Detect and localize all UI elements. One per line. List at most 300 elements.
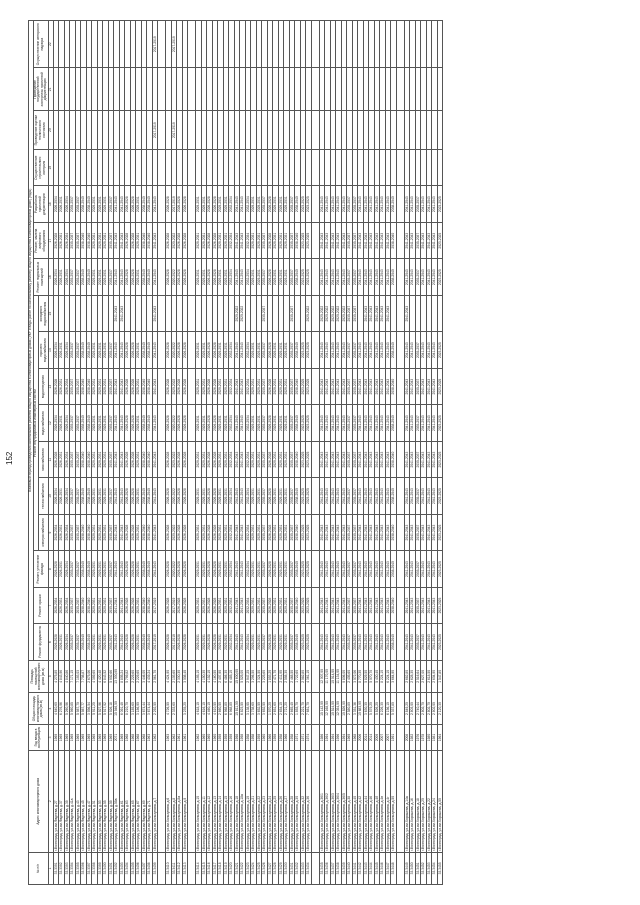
table-cell: [158, 186, 166, 222]
table-cell: 2041-2043: [341, 624, 347, 660]
table-cell: 2020-2022: [319, 295, 325, 331]
table-cell: г.Волгоград, ул.им.Хользунова, д.4в: [380, 750, 386, 852]
table-cell: 2029-2031: [223, 186, 229, 222]
table-cell: 2038-2040: [295, 441, 301, 477]
table-cell: 2023-2025: [306, 259, 312, 295]
table-cell: г.Волгоград, ул.им.Хользунова, д.22: [256, 750, 262, 852]
table-cell: г.Волгоград, ул.им.Хользунова, д.50: [391, 750, 397, 852]
table-cell: 2029-2031: [97, 186, 103, 222]
table-cell: 3 072,06: [352, 660, 358, 692]
table-cell: 2029-2031: [218, 478, 224, 514]
table-cell: 2026-2028: [207, 368, 213, 404]
table-cell: [311, 587, 319, 623]
table-cell: 2023-2025: [437, 624, 443, 660]
table-cell: 2038-2040: [147, 186, 153, 222]
table-cell: г.Волгоград, ул.им.Фадеева, д.59: [108, 750, 114, 852]
table-cell: 2029-2031: [223, 587, 229, 623]
table-cell: г.Волгоград, ул.им.Хорошева, д.14а: [404, 750, 410, 852]
table-cell: 2035-2037: [289, 405, 295, 441]
table-cell: 2041-2043: [319, 186, 325, 222]
table-cell: 2017-2019: [171, 186, 177, 222]
table-cell: 2035-2037: [347, 587, 353, 623]
column-number: 1: [48, 852, 53, 884]
table-cell: 2041-2043: [341, 405, 347, 441]
table-cell: 2041-2043: [358, 332, 364, 368]
table-cell: 2029-2031: [284, 514, 290, 550]
table-cell: г.Волгоград, ул.им.Хорошева, д.22: [426, 750, 432, 852]
table-cell: 2029-2031: [136, 441, 142, 477]
table-cell: [188, 852, 196, 884]
table-cell: 2026-2028: [182, 441, 188, 477]
table-cell: 2041-2043: [325, 368, 331, 404]
table-cell: 2041-2043: [325, 441, 331, 477]
table-cell: 2026-2028: [212, 587, 218, 623]
table-cell: 2007: [380, 725, 386, 751]
table-cell: 2023-2025: [300, 514, 306, 550]
table-cell: 1998: [240, 725, 246, 751]
table-cell: 2026-2028: [267, 551, 273, 587]
table-cell: 2041-2043: [152, 222, 158, 258]
table-cell: 2041-2043: [432, 368, 438, 404]
table-cell: 1978: [421, 725, 427, 751]
table-cell: [188, 551, 196, 587]
table-cell: 2029-2031: [196, 624, 202, 660]
table-cell: 2029-2031: [136, 624, 142, 660]
table-cell: 2041-2043: [385, 405, 391, 441]
table-cell: 2029-2031: [223, 441, 229, 477]
table-cell: [311, 259, 319, 295]
table-cell: г.Волгоград, ул.им.Фадеева, д.63: [125, 750, 131, 852]
table-cell: 2026-2031: [59, 587, 65, 623]
table-cell: [158, 21, 166, 68]
table-cell: 2041-2043: [336, 368, 342, 404]
table-cell: 2026-2028: [182, 514, 188, 550]
table-cell: г.Волгоград, ул.им.Хользунова, д.26: [278, 750, 284, 852]
table-cell: 2035-2037: [108, 332, 114, 368]
table-cell: 3 652,50: [262, 692, 268, 724]
table-cell: 33.3398: [92, 852, 98, 884]
table-cell: 2020-2022: [171, 222, 177, 258]
table-cell: [311, 750, 319, 852]
table-cell: 2041-2043: [426, 186, 432, 222]
table-cell: 2032-2034: [245, 186, 251, 222]
table-cell: 2029-2031: [256, 551, 262, 587]
table-cell: 2026-2028: [207, 332, 213, 368]
table-cell: 33.3408: [147, 852, 153, 884]
column-header: электроснабжения: [39, 514, 49, 550]
table-cell: г.Волгоград, ул.им.Хользунова, д.28: [289, 750, 295, 852]
table-cell: 2038-2040: [86, 186, 92, 222]
table-cell: [396, 692, 404, 724]
table-cell: [396, 111, 404, 150]
table-cell: 2029-2031: [278, 186, 284, 222]
table-cell: 2041-2043: [319, 624, 325, 660]
table-cell: 2 229,60: [136, 660, 142, 692]
table-cell: [158, 68, 166, 111]
table-cell: 2038-2040: [391, 478, 397, 514]
table-cell: 2038-2040: [141, 259, 147, 295]
table-cell: 33.3440: [347, 852, 353, 884]
table-cell: 2041-2043: [341, 222, 347, 258]
table-cell: 2023-2025: [306, 332, 312, 368]
table-cell: 2041-2043: [234, 441, 240, 477]
table-cell: 2029-2031: [103, 551, 109, 587]
table-cell: 2041-2043: [410, 441, 416, 477]
table-cell: 2029-2031: [92, 405, 98, 441]
table-cell: 2035-2037: [70, 551, 76, 587]
table-cell: г.Волгоград, ул.им.Хользунова, д.40: [352, 750, 358, 852]
table-cell: 2038-2040: [295, 587, 301, 623]
table-cell: 2041-2043: [385, 514, 391, 550]
table-cell: 2 802,70: [421, 692, 427, 724]
table-cell: 2041-2043: [426, 259, 432, 295]
table-cell: 2029-2031: [223, 368, 229, 404]
table-cell: 2023-2025: [300, 587, 306, 623]
table-cell: 2032-2034: [245, 332, 251, 368]
page-number: 152: [5, 451, 14, 465]
table-cell: 2041-2043: [421, 405, 427, 441]
column-header: Ремонт, замена лифтового оборудования: [33, 222, 48, 258]
table-cell: [437, 21, 443, 68]
table-cell: 2041-2043: [152, 514, 158, 550]
column-number: 22: [48, 21, 53, 68]
table-cell: [396, 587, 404, 623]
table-cell: 2041-2043: [319, 222, 325, 258]
table-cell: 1961: [177, 725, 183, 751]
table-cell: 2041-2043: [363, 405, 369, 441]
table-cell: 2023-2025: [300, 186, 306, 222]
table-cell: 2026-2028: [182, 478, 188, 514]
table-cell: 2026-2028: [267, 441, 273, 477]
table-cell: 2041-2043: [426, 332, 432, 368]
table-cell: 2026-2028: [212, 624, 218, 660]
table-cell: 2 598,30: [284, 660, 290, 692]
table-cell: [158, 222, 166, 258]
table-cell: г.Волгоград, ул.им.Хользунова, д.36: [306, 750, 312, 852]
table-cell: 2035-2037: [75, 587, 81, 623]
table-cell: 2032-2034: [245, 368, 251, 404]
table-cell: [188, 624, 196, 660]
table-cell: 1969: [81, 725, 87, 751]
table-cell: [311, 852, 319, 884]
table-cell: 33.3454: [432, 852, 438, 884]
table-cell: 2035-2037: [108, 514, 114, 550]
table-cell: 2023-2025: [300, 368, 306, 404]
table-cell: 2041-2043: [119, 368, 125, 404]
table-cell: 2041-2043: [363, 186, 369, 222]
table-cell: г.Волгоград, ул.им.Хользунова, д.4г: [385, 750, 391, 852]
table-cell: 2035-2037: [70, 368, 76, 404]
table-cell: 2041-2043: [410, 405, 416, 441]
table-cell: 2026-2034: [53, 478, 59, 514]
table-cell: 2041-2043: [421, 332, 427, 368]
table-cell: 1958: [251, 725, 257, 751]
table-cell: 2041-2043: [234, 587, 240, 623]
table-cell: 2026-2028: [212, 259, 218, 295]
table-cell: 2029-2031: [256, 478, 262, 514]
table-cell: 2032-2034: [229, 587, 235, 623]
table-cell: 2023-2025: [437, 514, 443, 550]
table-cell: 2035-2037: [289, 441, 295, 477]
table-cell: г.Волгоград, ул.им.Хорошева, д.24: [432, 750, 438, 852]
table-cell: 2029-2031: [92, 222, 98, 258]
table-cell: 15 142,00: [319, 692, 325, 724]
table-cell: 2032-2034: [245, 405, 251, 441]
table-cell: 2026-2028: [267, 222, 273, 258]
table-cell: 2026-2028: [267, 624, 273, 660]
table-cell: 2041-2043: [421, 441, 427, 477]
table-cell: 2026-2034: [64, 514, 70, 550]
table-cell: 1994: [341, 725, 347, 751]
table-cell: 33.3405: [130, 852, 136, 884]
table-cell: 7 171,15: [70, 660, 76, 692]
table-cell: 2041-2043: [404, 551, 410, 587]
table-cell: г.Волгоград, ул.им.Фадеева, д.67: [136, 750, 142, 852]
table-cell: [188, 111, 196, 150]
table-cell: 2041-2043: [426, 478, 432, 514]
table-cell: 2041-2043: [152, 551, 158, 587]
table-cell: 33.3403: [119, 852, 125, 884]
table-cell: 2029-2031: [251, 587, 257, 623]
table-cell: 2026-2028: [267, 405, 273, 441]
table-cell: 2029-2031: [278, 587, 284, 623]
table-cell: 2041-2043: [426, 405, 432, 441]
table-cell: 2038-2040: [295, 478, 301, 514]
table-cell: 2035-2037: [347, 368, 353, 404]
table-cell: 2041-2043: [336, 186, 342, 222]
table-cell: 2026-2031: [59, 222, 65, 258]
column-header: Осуществление строительного контроля: [33, 149, 48, 185]
table-row: [437, 21, 443, 885]
table-cell: 2041-2043: [330, 332, 336, 368]
table-cell: 2029-2031: [273, 222, 279, 258]
table-cell: 2035-2037: [75, 441, 81, 477]
table-cell: 2023-2025: [300, 551, 306, 587]
table-cell: 2041-2043: [380, 332, 386, 368]
table-cell: 2041-2043: [240, 441, 246, 477]
table-cell: 2041-2043: [114, 295, 120, 331]
table-cell: 2029-2031: [256, 441, 262, 477]
table-cell: 33.3427: [267, 852, 273, 884]
table-cell: [188, 725, 196, 751]
table-cell: 2026-2028: [125, 624, 131, 660]
table-cell: 2041-2043: [330, 259, 336, 295]
table-cell: 2020-2022: [240, 295, 246, 331]
table-cell: 2023-2025: [300, 441, 306, 477]
table-cell: 33.3421: [234, 852, 240, 884]
table-cell: 2041-2043: [374, 478, 380, 514]
table-cell: 2038-2040: [295, 222, 301, 258]
table-cell: 2041-2043: [385, 624, 391, 660]
table-cell: 2038-2040: [391, 587, 397, 623]
table-cell: г.Волгоград, ул.им.Хользунова, д.8а: [177, 750, 183, 852]
table-cell: 2041-2043: [240, 587, 246, 623]
table-cell: 2026-2031: [59, 441, 65, 477]
table-cell: г.Волгоград, ул.им.Хользунова, д.15: [223, 750, 229, 852]
table-cell: 3 652,50: [256, 692, 262, 724]
table-cell: 2071: [114, 725, 120, 751]
table-cell: г.Волгоград, ул.им.Хользунова, д.36/4: [336, 750, 342, 852]
table-cell: 2026-2028: [177, 587, 183, 623]
table-cell: 2041-2043: [119, 514, 125, 550]
table-cell: 1969: [59, 725, 65, 751]
table-cell: [311, 186, 319, 222]
table-cell: 2 665,40: [289, 692, 295, 724]
table-cell: 2029-2031: [284, 368, 290, 404]
table-cell: 1961: [182, 725, 188, 751]
table-cell: 2035-2037: [70, 441, 76, 477]
table-cell: 2041-2043: [421, 186, 427, 222]
table-cell: 2038-2040: [81, 441, 87, 477]
table-cell: 2041-2043: [426, 624, 432, 660]
table-cell: 2029-2031: [136, 222, 142, 258]
table-cell: [188, 222, 196, 258]
table-cell: 2026-2028: [207, 551, 213, 587]
table-cell: 6 224,10: [385, 660, 391, 692]
table-cell: 6 968,80: [223, 692, 229, 724]
table-cell: 5 960,85: [70, 692, 76, 724]
table-cell: 2026-2028: [166, 368, 172, 404]
table-cell: [158, 514, 166, 550]
table-cell: 2038-2040: [147, 222, 153, 258]
table-cell: 2029-2031: [251, 405, 257, 441]
table-cell: г.Волгоград, ул.им.Хользунова, д.7: [152, 750, 158, 852]
table-cell: 2035-2037: [352, 624, 358, 660]
table-cell: 2035-2037: [262, 551, 268, 587]
table-cell: 3 674,44: [147, 692, 153, 724]
table-cell: 2038-2040: [147, 514, 153, 550]
table-cell: 2041-2043: [119, 441, 125, 477]
table-cell: 2026-2028: [125, 587, 131, 623]
table-cell: 2041-2043: [410, 587, 416, 623]
table-cell: 2007: [385, 725, 391, 751]
table-cell: 4 610,50: [212, 692, 218, 724]
table-cell: [158, 405, 166, 441]
table-cell: 2038-2040: [141, 514, 147, 550]
table-cell: 2041-2043: [330, 186, 336, 222]
table-cell: 2026-2031: [59, 332, 65, 368]
table-cell: 2041-2043: [380, 514, 386, 550]
table-cell: 33.3453: [426, 852, 432, 884]
table-cell: 2041-2043: [374, 624, 380, 660]
table-cell: 2035-2037: [415, 551, 421, 587]
table-cell: 2 682,80: [404, 660, 410, 692]
table-cell: [188, 259, 196, 295]
table-cell: 2041-2043: [385, 368, 391, 404]
table-cell: 2 103,60: [171, 660, 177, 692]
table-cell: 2041-2043: [358, 441, 364, 477]
table-cell: 2029-2031: [103, 368, 109, 404]
table-cell: 1981: [432, 725, 438, 751]
table-cell: 2023-2025: [437, 368, 443, 404]
table-cell: г.Волгоград, ул.им.Хользунова, д.16: [229, 750, 235, 852]
table-cell: 3 738,60: [251, 692, 257, 724]
table-cell: 2041-2043: [404, 259, 410, 295]
table-cell: 2026-2031: [59, 551, 65, 587]
table-cell: 2041-2043: [240, 551, 246, 587]
column-number: 14: [48, 332, 53, 368]
table-cell: 2041-2043: [152, 368, 158, 404]
table-cell: [311, 551, 319, 587]
table-cell: 2026-2028: [212, 368, 218, 404]
table-cell: 2041-2043: [336, 551, 342, 587]
table-cell: 2029-2031: [92, 332, 98, 368]
table-cell: [396, 222, 404, 258]
table-cell: 3 225,60: [262, 660, 268, 692]
table-cell: 2038-2040: [81, 259, 87, 295]
table-cell: 2041-2043: [152, 295, 158, 331]
table-cell: 2029-2031: [196, 478, 202, 514]
table-cell: [311, 478, 319, 514]
table-cell: 2026-2028: [130, 405, 136, 441]
table-cell: г.Волгоград, ул.им.Хользунова, д.30: [295, 750, 301, 852]
table-cell: 33.3429: [278, 852, 284, 884]
table-cell: 2038-2040: [147, 259, 153, 295]
table-cell: 2026-2028: [130, 222, 136, 258]
table-cell: 1958: [278, 725, 284, 751]
table-cell: г.Волгоград, ул.им.Фадеева, д.41а: [70, 750, 76, 852]
table-cell: 2023-2025: [300, 405, 306, 441]
table-cell: 2026-2034: [64, 259, 70, 295]
column-header: № п/п: [29, 852, 49, 884]
table-cell: 2035-2037: [415, 186, 421, 222]
table-cell: 2041-2043: [374, 441, 380, 477]
table-cell: 2020-2022: [171, 368, 177, 404]
column-header: Разработка проектной документации: [33, 186, 48, 222]
table-cell: [437, 111, 443, 150]
table-cell: 2017-2019: [171, 111, 177, 150]
table-cell: 2041-2043: [380, 186, 386, 222]
table-cell: [158, 725, 166, 751]
table-cell: 2029-2031: [273, 405, 279, 441]
table-cell: 2038-2040: [86, 368, 92, 404]
table-cell: 2035-2037: [415, 441, 421, 477]
table-cell: 2029-2031: [218, 405, 224, 441]
table-cell: 2041-2043: [426, 514, 432, 550]
table-cell: 13 030,90: [114, 660, 120, 692]
table-cell: 2035-2037: [415, 222, 421, 258]
table-cell: 33.3417: [212, 852, 218, 884]
column-number: 8: [48, 551, 53, 587]
table-cell: 2035-2037: [415, 332, 421, 368]
table-cell: г.Волгоград, ул.им.Хользунова, д.18: [234, 750, 240, 852]
table-cell: г.Волгоград, ул.им.Хользунова, д.8: [171, 750, 177, 852]
table-cell: г.Волгоград, ул.им.Хользунова, д.21: [251, 750, 257, 852]
table-cell: 2038-2040: [81, 551, 87, 587]
table-cell: 2026-2028: [182, 624, 188, 660]
table-cell: 2029-2031: [273, 624, 279, 660]
table-cell: 2 849,20: [404, 692, 410, 724]
table-cell: 2023-2025: [437, 259, 443, 295]
table-cell: 2029-2031: [92, 186, 98, 222]
table-cell: 2041-2043: [358, 587, 364, 623]
table-cell: 2035-2037: [289, 222, 295, 258]
table-cell: 2020-2022: [341, 295, 347, 331]
table-cell: 33.3436: [325, 852, 331, 884]
table-cell: 2041-2043: [374, 514, 380, 550]
table-cell: 3 138,05: [245, 692, 251, 724]
table-cell: 2029-2031: [256, 332, 262, 368]
table-cell: 2035-2037: [108, 587, 114, 623]
column-number: 5: [48, 660, 53, 692]
table-cell: 6 968,80: [229, 692, 235, 724]
table-cell: 2041-2043: [410, 368, 416, 404]
table-cell: 33.3395: [75, 852, 81, 884]
table-cell: [396, 514, 404, 550]
table-cell: 2041-2043: [363, 624, 369, 660]
table-cell: 33.3437: [330, 852, 336, 884]
table-cell: 2029-2031: [284, 405, 290, 441]
